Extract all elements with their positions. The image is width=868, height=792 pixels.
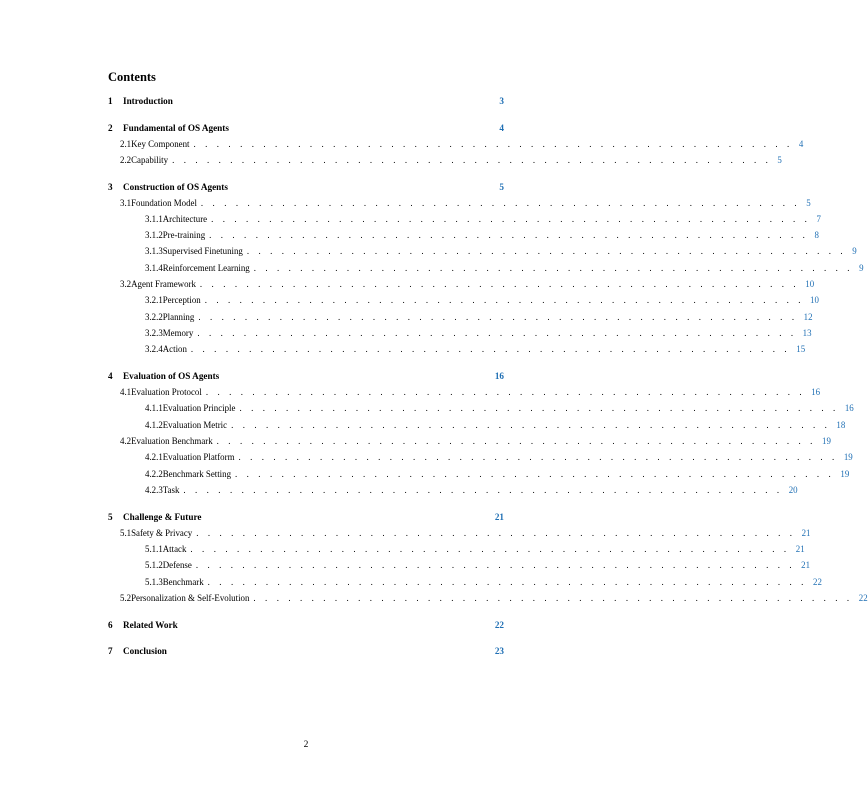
subsection-title[interactable]: Reinforcement Learning: [162, 262, 250, 273]
subsection-title[interactable]: Evaluation Platform: [162, 452, 235, 463]
dot-leader: . . . . . . . . . . . . . . . . . . . . . . . . . . . . . . . . . . . . . . . . . . . . . . . . . . . .: [197, 327, 797, 338]
subsection-page-link[interactable]: 22: [858, 592, 868, 603]
subsection-page-link[interactable]: 5: [806, 197, 811, 208]
subsection-title[interactable]: Evaluation Metric: [162, 419, 228, 430]
subsection-title[interactable]: Supervised Finetuning: [162, 246, 243, 257]
toc-section-5[interactable]: [108, 512, 504, 528]
subsection-number: 4.2.1: [145, 452, 163, 463]
dot-leader: . . . . . . . . . . . . . . . . . . . . . . . . . . . . . . . . . . . . . . . . . . . . . . . . . . . .: [193, 138, 793, 149]
section-number: 4: [108, 371, 113, 382]
dot-leader: . . . . . . . . . . . . . . . . . . . . . . . . . . . . . . . . . . . . . . . . . . . . . . . . . . . .: [239, 403, 839, 414]
subsection-title[interactable]: Key Component: [131, 138, 190, 149]
toc-section-4[interactable]: [108, 371, 504, 387]
subsection-page-link[interactable]: 21: [801, 560, 811, 571]
subsection-title[interactable]: Pre-training: [162, 230, 206, 241]
subsection-title[interactable]: Capability: [131, 154, 169, 165]
subsection-number: 3.1.2: [145, 230, 163, 241]
subsection-page-link[interactable]: 16: [844, 403, 854, 414]
dot-leader: . . . . . . . . . . . . . . . . . . . . . . . . . . . . . . . . . . . . . . . . . . . . . . . . . . . .: [209, 230, 809, 241]
subsection-title[interactable]: Attack: [162, 543, 187, 554]
dot-leader: . . . . . . . . . . . . . . . . . . . . . . . . . . . . . . . . . . . . . . . . . . . . . . . . . . . .: [207, 576, 808, 587]
subsection-page-link[interactable]: 10: [810, 295, 819, 306]
subsection-number: 5.1.1: [145, 543, 163, 554]
subsection-title[interactable]: Safety & Privacy: [131, 527, 193, 538]
section-title[interactable]: Construction of OS Agents: [123, 181, 228, 192]
subsection-page-link[interactable]: 13: [802, 327, 812, 338]
subsection-number: 2.1: [120, 138, 132, 149]
subsection-page-link[interactable]: 18: [836, 419, 846, 430]
dot-leader: . . . . . . . . . . . . . . . . . . . . . . . . . . . . . . . . . . . . . . . . . . . . . . . . . . . .: [200, 197, 801, 208]
toc-subsection-2.2[interactable]: [108, 154, 782, 171]
section-page-link[interactable]: 23: [494, 646, 504, 657]
subsection-page-link[interactable]: 22: [813, 576, 822, 587]
section-number: 7: [108, 646, 113, 657]
subsection-page-link[interactable]: 21: [801, 527, 811, 538]
subsection-title[interactable]: Defense: [162, 560, 192, 571]
section-title[interactable]: Introduction: [123, 96, 173, 106]
subsection-number: 4.2.3: [145, 484, 163, 495]
subsection-page-link[interactable]: 8: [814, 230, 819, 241]
dot-leader: . . . . . . . . . . . . . . . . . . . . . . . . . . . . . . . . . . . . . . . . . . . . . . . . . . . .: [253, 262, 854, 273]
subsection-number: 4.2.2: [145, 468, 163, 479]
subsection-number: 4.1.2: [145, 419, 163, 430]
subsection-number: 3.1: [120, 197, 132, 208]
subsection-title[interactable]: Architecture: [162, 213, 208, 224]
subsection-title[interactable]: Planning: [162, 311, 195, 322]
section-title[interactable]: Conclusion: [123, 646, 167, 657]
toc-heading: Contents: [108, 70, 156, 84]
toc-subsection-3.2[interactable]: [108, 279, 815, 295]
dot-leader: . . . . . . . . . . . . . . . . . . . . . . . . . . . . . . . . . . . . . . . . . . . . . . . . . . . .: [204, 295, 805, 306]
section-page-link[interactable]: 21: [494, 511, 504, 522]
subsection-page-link[interactable]: 5: [777, 154, 782, 165]
toc-subsection-5.1.1[interactable]: [108, 543, 805, 560]
dot-leader: . . . . . . . . . . . . . . . . . . . . . . . . . . . . . . . . . . . . . . . . . . . . . . . . . . . .: [231, 419, 831, 430]
subsection-page-link[interactable]: 21: [795, 543, 805, 554]
toc-subsection-4.2.3[interactable]: [108, 484, 798, 501]
toc-subsection-3.1.2[interactable]: [108, 230, 819, 246]
subsection-number: 3.1.4: [145, 262, 163, 273]
subsection-page-link[interactable]: 16: [811, 387, 821, 398]
subsection-title[interactable]: Evaluation Benchmark: [131, 435, 213, 446]
toc-section-3[interactable]: [108, 182, 504, 198]
toc-subsection-4.1.1[interactable]: [108, 403, 854, 419]
dot-leader: . . . . . . . . . . . . . . . . . . . . . . . . . . . . . . . . . . . . . . . . . . . . . . . . . . . .: [198, 311, 798, 322]
subsection-page-link[interactable]: 9: [859, 262, 864, 273]
toc-subsection-3.2.1[interactable]: [108, 295, 819, 311]
subsection-number: 3.2.2: [145, 311, 163, 322]
subsection-page-link[interactable]: 7: [816, 213, 821, 224]
subsection-title[interactable]: Benchmark: [162, 576, 204, 587]
dot-leader: . . . . . . . . . . . . . . . . . . . . . . . . . . . . . . . . . . . . . . . . . . . . . . . . . . . .: [199, 279, 800, 290]
dot-leader: . . . . . . . . . . . . . . . . . . . . . . . . . . . . . . . . . . . . . . . . . . . . . . . . . . . .: [183, 484, 783, 495]
dot-leader: . . . . . . . . . . . . . . . . . . . . . . . . . . . . . . . . . . . . . . . . . . . . . . . . . . . .: [238, 452, 838, 463]
toc-section-6[interactable]: [108, 620, 504, 636]
subsection-number: 3.2.1: [145, 295, 163, 306]
toc-subsection-5.1.2[interactable]: [108, 560, 811, 576]
subsection-number: 5.2: [120, 592, 132, 603]
subsection-title[interactable]: Perception: [162, 295, 201, 306]
dot-leader: . . . . . . . . . . . . . . . . . . . . . . . . . . . . . . . . . . . . . . . . . . . . . . . . . . . .: [216, 435, 817, 446]
toc-subsection-4.2[interactable]: [108, 435, 831, 452]
toc-subsection-3.2.2[interactable]: [108, 311, 813, 328]
subsection-number: 3.2: [120, 279, 132, 290]
toc-subsection-2.1[interactable]: [108, 138, 804, 155]
table-of-contents: [108, 96, 868, 662]
section-number: 1: [108, 96, 113, 106]
page-number: 2: [303, 740, 309, 750]
subsection-title[interactable]: Memory: [162, 327, 194, 338]
section-page-link[interactable]: 4: [499, 122, 504, 133]
toc-subsection-4.2.1[interactable]: [108, 452, 853, 468]
toc-subsection-3.2.3[interactable]: [108, 327, 812, 344]
subsection-number: 4.1: [120, 387, 132, 398]
subsection-page-link[interactable]: 10: [805, 279, 815, 290]
dot-leader: . . . . . . . . . . . . . . . . . . . . . . . . . . . . . . . . . . . . . . . . . . . . . . . . . . . .: [246, 246, 847, 257]
subsection-title[interactable]: Personalization & Self-Evolution: [131, 592, 250, 603]
subsection-number: 3.2.3: [145, 327, 163, 338]
section-title[interactable]: Challenge & Future: [123, 511, 202, 522]
subsection-number: 5.1.2: [145, 560, 163, 571]
toc-subsection-3.1[interactable]: [108, 197, 811, 214]
subsection-page-link[interactable]: 19: [840, 468, 850, 479]
subsection-number: 3.2.4: [145, 344, 163, 355]
subsection-title[interactable]: Evaluation Protocol: [131, 387, 202, 398]
subsection-title[interactable]: Foundation Model: [131, 197, 197, 208]
dot-leader: . . . . . . . . . . . . . . . . . . . . . . . . . . . . . . . . . . . . . . . . . . . . . . . . . . . .: [195, 560, 796, 571]
subsection-page-link[interactable]: 19: [843, 452, 853, 463]
toc-subsection-5.2[interactable]: [108, 592, 868, 609]
section-title[interactable]: Related Work: [123, 619, 178, 630]
subsection-number: 3.1.3: [145, 246, 163, 257]
toc-subsection-3.2.4[interactable]: [108, 344, 806, 360]
dot-leader: . . . . . . . . . . . . . . . . . . . . . . . . . . . . . . . . . . . . . . . . . . . . . . . . . . . .: [253, 592, 853, 603]
toc-subsection-3.1.1[interactable]: [108, 213, 821, 230]
toc-subsection-4.2.2[interactable]: [108, 468, 850, 485]
toc-subsection-5.1.3[interactable]: [108, 576, 822, 593]
subsection-title[interactable]: Benchmark Setting: [162, 468, 232, 479]
subsection-title[interactable]: Task: [162, 484, 180, 495]
toc-section-7[interactable]: [108, 646, 504, 662]
toc-subsection-5.1[interactable]: [108, 527, 811, 544]
subsection-number: 2.2: [120, 154, 132, 165]
section-title[interactable]: Fundamental of OS Agents: [123, 122, 229, 133]
dot-leader: . . . . . . . . . . . . . . . . . . . . . . . . . . . . . . . . . . . . . . . . . . . . . . . . . . . .: [172, 154, 772, 165]
subsection-page-link[interactable]: 15: [796, 344, 806, 355]
subsection-number: 4.2: [120, 435, 132, 446]
toc-subsection-4.1.2[interactable]: [108, 419, 846, 436]
subsection-number: 5.1: [120, 527, 132, 538]
section-page-link[interactable]: 3: [499, 96, 504, 106]
section-page-link[interactable]: 16: [494, 371, 504, 382]
dot-leader: . . . . . . . . . . . . . . . . . . . . . . . . . . . . . . . . . . . . . . . . . . . . . . . . . . . .: [196, 527, 796, 538]
section-number: 6: [108, 619, 113, 630]
toc-subsection-3.1.4[interactable]: [108, 262, 864, 279]
subsection-page-link[interactable]: 19: [822, 435, 831, 446]
toc-subsection-4.1[interactable]: [108, 387, 821, 403]
subsection-page-link[interactable]: 20: [788, 484, 798, 495]
section-page-link[interactable]: 22: [494, 619, 504, 630]
subsection-number: 4.1.1: [145, 403, 163, 414]
dot-leader: . . . . . . . . . . . . . . . . . . . . . . . . . . . . . . . . . . . . . . . . . . . . . . . . . . . .: [190, 344, 791, 355]
dot-leader: . . . . . . . . . . . . . . . . . . . . . . . . . . . . . . . . . . . . . . . . . . . . . . . . . . . .: [190, 543, 790, 554]
subsection-page-link[interactable]: 4: [798, 138, 804, 149]
section-number: 5: [108, 511, 113, 522]
subsection-page-link[interactable]: 12: [803, 311, 813, 322]
section-page-link[interactable]: 5: [499, 181, 504, 192]
section-number: 2: [108, 122, 113, 133]
toc-section-2[interactable]: [108, 123, 504, 139]
subsection-title[interactable]: Evaluation Principle: [162, 403, 236, 414]
section-title[interactable]: Evaluation of OS Agents: [123, 371, 220, 382]
subsection-title[interactable]: Agent Framework: [131, 279, 196, 290]
subsection-number: 5.1.3: [145, 576, 163, 587]
dot-leader: . . . . . . . . . . . . . . . . . . . . . . . . . . . . . . . . . . . . . . . . . . . . . . . . . . . .: [211, 213, 811, 224]
toc-subsection-3.1.3[interactable]: [108, 246, 857, 262]
dot-leader: . . . . . . . . . . . . . . . . . . . . . . . . . . . . . . . . . . . . . . . . . . . . . . . . . . . .: [205, 387, 806, 398]
subsection-title[interactable]: Action: [162, 344, 187, 355]
toc-section-1[interactable]: [108, 96, 504, 112]
subsection-page-link[interactable]: 9: [852, 246, 857, 257]
section-number: 3: [108, 181, 113, 192]
subsection-number: 3.1.1: [145, 213, 163, 224]
dot-leader: . . . . . . . . . . . . . . . . . . . . . . . . . . . . . . . . . . . . . . . . . . . . . . . . . . . .: [235, 468, 835, 479]
